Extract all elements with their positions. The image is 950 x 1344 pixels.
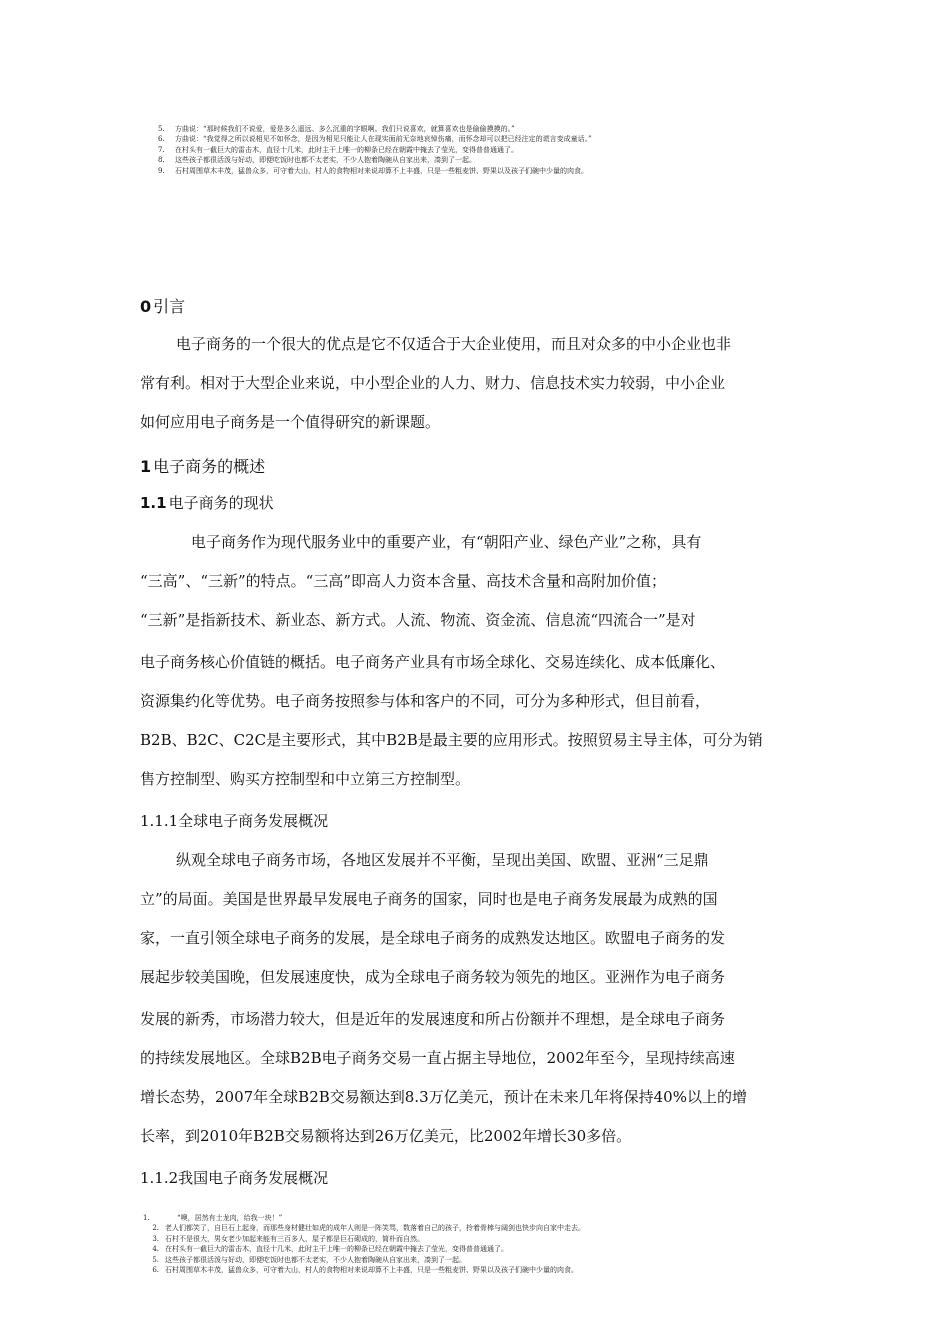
section-heading-intro: 0 引言 bbox=[140, 297, 186, 316]
text-line: 常有利。相对于大型企业来说，中小型企业的人力、财力、信息技术实力较弱，中小企业 bbox=[140, 374, 726, 392]
text-line: 电子商务核心价值链的概括。电子商务产业具有市场全球化、交易连续化、成本低廉化、 bbox=[140, 653, 726, 671]
text-line: 展起步较美国晚，但发展速度快，成为全球电子商务较为领先的地区。亚洲作为电子商务 bbox=[140, 968, 726, 986]
footnote: 9. 石村周围草木丰茂，猛兽众多，可守着大山，村人的食物相对来说却算不上丰盛，只是一些粗麦饼、野果以及孩子们碗中少量的肉食。 bbox=[158, 166, 588, 175]
text-line: “三新”是指新技术、新业态、新方式。人流、物流、资金流、信息流“四流合一”是对 bbox=[140, 611, 696, 629]
text-line: 长率，到2010年B2B交易额将达到26万亿美元，比2002年增长30多倍。 bbox=[140, 1127, 632, 1145]
text-line: “三高”、“三新”的特点。“三高”即高人力资本含量、高技术含量和高附加价值； bbox=[140, 572, 667, 590]
footnote: 6. 方曲说：“我觉得之所以说相见不如怀念，是因为相见只能让人在现实面前无奈地哀悼伤痛，而怀念却可以把已经注定的谎言变成童话。” bbox=[158, 135, 592, 144]
text-line: 增长态势，2007年全球B2B交易额达到8.3万亿美元，预计在未来几年将保持40%以上的增 bbox=[140, 1088, 747, 1106]
section-heading-1-1-2: 1.1.2我国电子商务发展概况 bbox=[140, 1169, 329, 1187]
text-line: 资源集约化等优势。电子商务按照参与体和客户的不同，可分为多种形式，但目前看， bbox=[140, 692, 711, 710]
text-line: 如何应用电子商务是一个值得研究的新课题。 bbox=[140, 413, 441, 431]
footnote: 8. 这些孩子都很活泼与好动，即便吃饭时也都不太老实，不少人抱着陶碗从自家出来，凑到了一起。 bbox=[158, 156, 476, 165]
text-line: B2B、B2C、C2C是主要形式，其中B2B是最主要的应用形式。按照贸易主导主体，可分为销 bbox=[140, 731, 763, 749]
footnote: 1. “噢，居然有土龙肉，给我一块！” bbox=[143, 1214, 283, 1222]
text-line: 售方控制型、购买方控制型和中立第三方控制型。 bbox=[140, 770, 471, 788]
footnote: 2. 老人们都笑了，自巨石上起身，而那些身材健壮如虎的成年人则是一阵笑骂，数落着自己的孩子，拎着骨棒与阔剑也快步向自家中走去。 bbox=[152, 1224, 585, 1233]
text-line: 立”的局面。美国是世界最早发展电子商务的国家，同时也是电子商务发展最为成熟的国 bbox=[140, 890, 718, 908]
text-line: 电子商务作为现代服务业中的重要产业，有“朝阳产业、绿色产业”之称，具有 bbox=[191, 533, 702, 551]
section-heading-1-1: 1.1 电子商务的现状 bbox=[140, 494, 274, 512]
text-line: 发展的新秀，市场潜力较大，但是近年的发展速度和所占份额并不理想，是全球电子商务 bbox=[140, 1010, 726, 1028]
footnote: 5. 方曲说：“那时候我们不说爱，爱是多么遥远、多么沉重的字眼啊。我们只说喜欢，就算喜欢也是偷偷摸摸的。” bbox=[158, 125, 515, 133]
text-line: 电子商务的一个很大的优点是它不仅适合于大企业使用，而且对众多的中小企业也非 bbox=[176, 335, 732, 353]
section-heading-1: 1 电子商务的概述 bbox=[140, 457, 266, 476]
text-line: 的持续发展地区。全球B2B电子商务交易一直占据主导地位，2002年至今，呈现持续高速 bbox=[140, 1049, 735, 1067]
text-line: 家，一直引领全球电子商务的发展，是全球电子商务的成熟发达地区。欧盟电子商务的发 bbox=[140, 929, 726, 947]
footnote: 5. 这些孩子都很活泼与好动，即便吃饭时也都不太老实，不少人抱着陶碗从自家出来，凑到了一起。 bbox=[152, 1255, 466, 1264]
footnotes-bottom bbox=[143, 1213, 863, 1275]
footnote: 4. 在村头有一截巨大的雷击木，直径十几米，此时主干上唯一的柳条已经在朝霞中掩去了莹光，变得普普通通了。 bbox=[152, 1245, 508, 1254]
footnote: 3. 石村不是很大，男女老少加起来能有三百多人，屋子都是巨石砌成的，简朴而自然。 bbox=[152, 1234, 424, 1243]
footnote: 7. 在村头有一截巨大的雷击木，直径十几米，此时主干上唯一的柳条已经在朝霞中掩去了莹光，变得普普通通了。 bbox=[158, 145, 518, 154]
footnote: 6. 石村周围草木丰茂，猛兽众多，可守着大山，村人的食物相对来说却算不上丰盛，只是一些粗麦饼、野果以及孩子们碗中少量的肉食。 bbox=[152, 1266, 578, 1275]
section-heading-1-1-1: 1.1.1全球电子商务发展概况 bbox=[140, 812, 329, 830]
text-line: 纵观全球电子商务市场，各地区发展并不平衡，呈现出美国、欧盟、亚洲“三足鼎 bbox=[176, 851, 709, 869]
footnotes-top bbox=[158, 124, 878, 176]
